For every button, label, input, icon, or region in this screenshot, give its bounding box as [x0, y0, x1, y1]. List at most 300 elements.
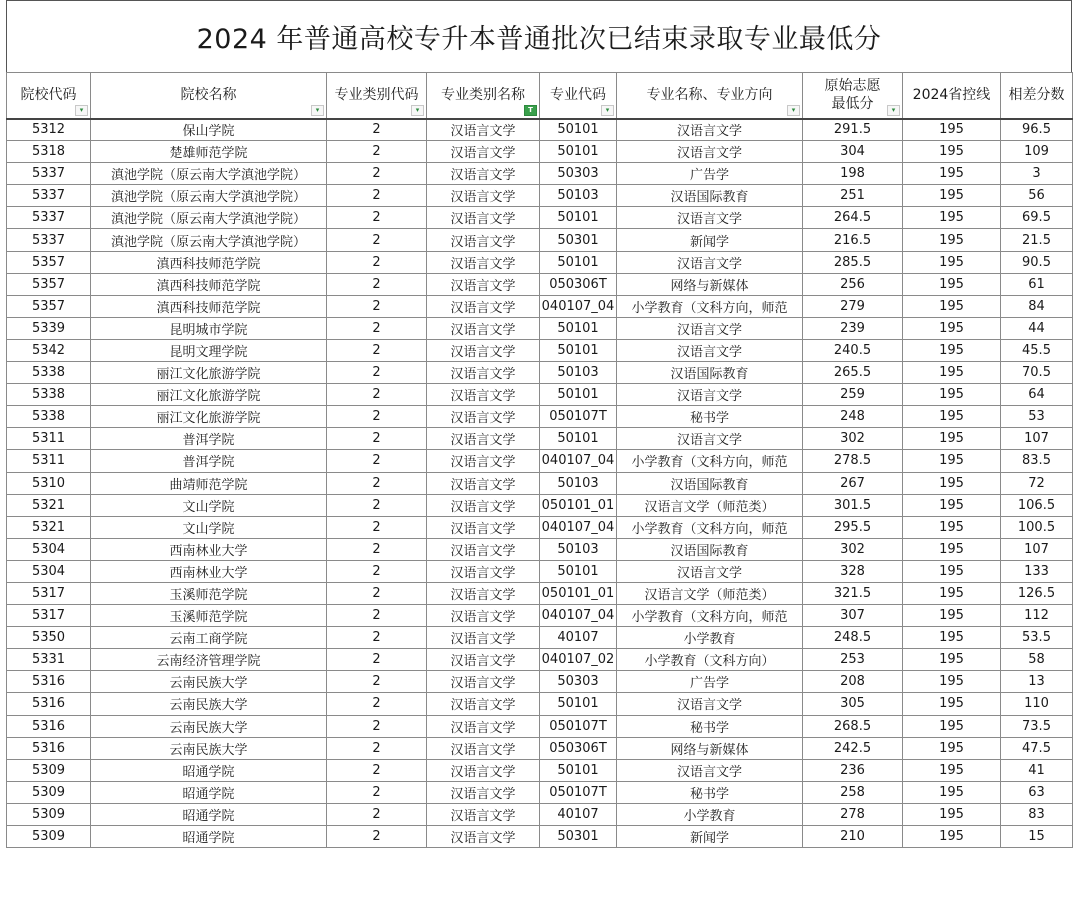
table-cell[interactable]: 321.5	[803, 582, 903, 604]
table-cell[interactable]: 96.5	[1001, 119, 1073, 141]
table-cell[interactable]: 5337	[7, 207, 91, 229]
table-cell[interactable]: 72	[1001, 472, 1073, 494]
table-cell[interactable]: 昭通学院	[91, 781, 327, 803]
table-cell[interactable]: 曲靖师范学院	[91, 472, 327, 494]
table-cell[interactable]: 滇池学院（原云南大学滇池学院）	[91, 229, 327, 251]
table-cell[interactable]: 110	[1001, 693, 1073, 715]
table-cell[interactable]: 195	[903, 649, 1001, 671]
table-cell[interactable]: 58	[1001, 649, 1073, 671]
table-cell[interactable]: 汉语言文学	[617, 428, 803, 450]
table-cell[interactable]: 040107_04	[540, 605, 617, 627]
table-cell[interactable]: 2	[327, 317, 427, 339]
table-cell[interactable]: 195	[903, 605, 1001, 627]
column-header-3[interactable]	[327, 73, 427, 119]
table-cell[interactable]: 5318	[7, 141, 91, 163]
table-cell[interactable]: 195	[903, 715, 1001, 737]
table-cell[interactable]: 汉语言文学	[427, 781, 540, 803]
table-cell[interactable]: 汉语国际教育	[617, 472, 803, 494]
table-cell[interactable]: 2	[327, 273, 427, 295]
table-cell[interactable]: 保山学院	[91, 119, 327, 141]
table-cell[interactable]: 汉语言文学	[427, 516, 540, 538]
table-cell[interactable]: 253	[803, 649, 903, 671]
table-cell[interactable]: 2	[327, 759, 427, 781]
table-cell[interactable]: 汉语言文学	[617, 207, 803, 229]
table-cell[interactable]: 秘书学	[617, 715, 803, 737]
table-cell[interactable]: 2	[327, 582, 427, 604]
table-cell[interactable]: 2	[327, 406, 427, 428]
filter-dropdown-icon[interactable]: ▾	[887, 105, 900, 116]
table-cell[interactable]: 汉语言文学	[427, 384, 540, 406]
table-cell[interactable]: 195	[903, 141, 1001, 163]
table-cell[interactable]: 2	[327, 671, 427, 693]
table-cell[interactable]: 64	[1001, 384, 1073, 406]
table-cell[interactable]: 2	[327, 627, 427, 649]
table-cell[interactable]: 2	[327, 119, 427, 141]
table-cell[interactable]: 汉语言文学	[427, 428, 540, 450]
table-cell[interactable]: 汉语言文学	[427, 251, 540, 273]
table-cell[interactable]: 2	[327, 715, 427, 737]
table-cell[interactable]: 5312	[7, 119, 91, 141]
table-cell[interactable]: 小学教育（文科方向，师范	[617, 450, 803, 472]
table-cell[interactable]: 50101	[540, 339, 617, 361]
table-cell[interactable]: 106.5	[1001, 494, 1073, 516]
table-cell[interactable]: 50101	[540, 119, 617, 141]
table-cell[interactable]: 195	[903, 119, 1001, 141]
table-cell[interactable]: 195	[903, 627, 1001, 649]
table-cell[interactable]: 5337	[7, 185, 91, 207]
table-cell[interactable]: 53.5	[1001, 627, 1073, 649]
table-cell[interactable]: 5338	[7, 406, 91, 428]
table-cell[interactable]: 5339	[7, 317, 91, 339]
table-cell[interactable]: 304	[803, 141, 903, 163]
table-cell[interactable]: 195	[903, 295, 1001, 317]
table-cell[interactable]: 小学教育（文科方向，师范	[617, 516, 803, 538]
table-cell[interactable]: 新闻学	[617, 229, 803, 251]
table-cell[interactable]: 小学教育	[617, 627, 803, 649]
table-cell[interactable]: 195	[903, 560, 1001, 582]
table-cell[interactable]: 2	[327, 428, 427, 450]
table-cell[interactable]: 小学教育（文科方向）	[617, 649, 803, 671]
table-cell[interactable]: 2	[327, 339, 427, 361]
table-cell[interactable]: 50103	[540, 185, 617, 207]
table-cell[interactable]: 汉语国际教育	[617, 185, 803, 207]
table-cell[interactable]: 汉语言文学	[427, 273, 540, 295]
table-cell[interactable]: 195	[903, 671, 1001, 693]
table-cell[interactable]: 5337	[7, 229, 91, 251]
table-cell[interactable]: 83	[1001, 803, 1073, 825]
table-cell[interactable]: 5357	[7, 295, 91, 317]
table-cell[interactable]: 195	[903, 693, 1001, 715]
table-cell[interactable]: 玉溪师范学院	[91, 582, 327, 604]
table-cell[interactable]: 西南林业大学	[91, 560, 327, 582]
table-cell[interactable]: 216.5	[803, 229, 903, 251]
table-cell[interactable]: 汉语言文学	[617, 317, 803, 339]
table-cell[interactable]: 195	[903, 317, 1001, 339]
table-cell[interactable]: 265.5	[803, 362, 903, 384]
table-cell[interactable]: 13	[1001, 671, 1073, 693]
table-cell[interactable]: 195	[903, 538, 1001, 560]
table-cell[interactable]: 195	[903, 384, 1001, 406]
table-cell[interactable]: 广告学	[617, 163, 803, 185]
table-cell[interactable]: 云南民族大学	[91, 693, 327, 715]
table-cell[interactable]: 198	[803, 163, 903, 185]
table-cell[interactable]: 040107_04	[540, 295, 617, 317]
table-cell[interactable]: 050101_01	[540, 582, 617, 604]
table-cell[interactable]: 50101	[540, 759, 617, 781]
table-cell[interactable]: 195	[903, 428, 1001, 450]
table-cell[interactable]: 5311	[7, 428, 91, 450]
table-cell[interactable]: 84	[1001, 295, 1073, 317]
table-cell[interactable]: 50103	[540, 472, 617, 494]
table-cell[interactable]: 云南民族大学	[91, 715, 327, 737]
table-cell[interactable]: 5304	[7, 538, 91, 560]
table-cell[interactable]: 文山学院	[91, 494, 327, 516]
table-cell[interactable]: 258	[803, 781, 903, 803]
table-cell[interactable]: 278.5	[803, 450, 903, 472]
filter-dropdown-icon[interactable]: ▾	[601, 105, 614, 116]
table-cell[interactable]: 2	[327, 516, 427, 538]
table-cell[interactable]: 5338	[7, 362, 91, 384]
table-cell[interactable]: 5357	[7, 251, 91, 273]
table-cell[interactable]: 195	[903, 781, 1001, 803]
table-cell[interactable]: 256	[803, 273, 903, 295]
table-cell[interactable]: 50101	[540, 560, 617, 582]
table-cell[interactable]: 2	[327, 163, 427, 185]
table-cell[interactable]: 195	[903, 339, 1001, 361]
table-cell[interactable]: 5357	[7, 273, 91, 295]
table-cell[interactable]: 5309	[7, 803, 91, 825]
table-cell[interactable]: 195	[903, 737, 1001, 759]
table-cell[interactable]: 5309	[7, 759, 91, 781]
table-cell[interactable]: 2	[327, 185, 427, 207]
table-cell[interactable]: 050107T	[540, 406, 617, 428]
table-cell[interactable]: 50303	[540, 671, 617, 693]
table-cell[interactable]: 2	[327, 450, 427, 472]
table-cell[interactable]: 小学教育（文科方向，师范	[617, 295, 803, 317]
table-cell[interactable]: 050306T	[540, 737, 617, 759]
table-cell[interactable]: 网络与新媒体	[617, 737, 803, 759]
table-cell[interactable]: 50301	[540, 826, 617, 848]
table-cell[interactable]: 050101_01	[540, 494, 617, 516]
table-cell[interactable]: 248	[803, 406, 903, 428]
table-cell[interactable]: 70.5	[1001, 362, 1073, 384]
table-cell[interactable]: 195	[903, 759, 1001, 781]
table-cell[interactable]: 网络与新媒体	[617, 273, 803, 295]
table-cell[interactable]: 195	[903, 362, 1001, 384]
table-cell[interactable]: 50101	[540, 384, 617, 406]
table-cell[interactable]: 汉语言文学	[427, 649, 540, 671]
column-header-9[interactable]	[1001, 73, 1073, 119]
table-cell[interactable]: 90.5	[1001, 251, 1073, 273]
table-cell[interactable]: 昭通学院	[91, 803, 327, 825]
table-cell[interactable]: 50101	[540, 207, 617, 229]
table-cell[interactable]: 玉溪师范学院	[91, 605, 327, 627]
column-header-6[interactable]	[617, 73, 803, 119]
table-cell[interactable]: 15	[1001, 826, 1073, 848]
table-cell[interactable]: 秘书学	[617, 406, 803, 428]
table-cell[interactable]: 楚雄师范学院	[91, 141, 327, 163]
table-cell[interactable]: 107	[1001, 538, 1073, 560]
table-cell[interactable]: 050107T	[540, 781, 617, 803]
table-cell[interactable]: 文山学院	[91, 516, 327, 538]
table-cell[interactable]: 2	[327, 826, 427, 848]
table-cell[interactable]: 195	[903, 251, 1001, 273]
table-cell[interactable]: 195	[903, 207, 1001, 229]
table-cell[interactable]: 240.5	[803, 339, 903, 361]
table-cell[interactable]: 305	[803, 693, 903, 715]
table-cell[interactable]: 63	[1001, 781, 1073, 803]
table-cell[interactable]: 195	[903, 494, 1001, 516]
table-cell[interactable]: 5316	[7, 715, 91, 737]
table-cell[interactable]: 208	[803, 671, 903, 693]
table-cell[interactable]: 滇西科技师范学院	[91, 273, 327, 295]
table-cell[interactable]: 2	[327, 384, 427, 406]
table-cell[interactable]: 汉语言文学	[427, 627, 540, 649]
table-cell[interactable]: 50103	[540, 362, 617, 384]
table-cell[interactable]: 50103	[540, 538, 617, 560]
table-cell[interactable]: 242.5	[803, 737, 903, 759]
table-cell[interactable]: 2	[327, 207, 427, 229]
table-cell[interactable]: 2	[327, 362, 427, 384]
table-cell[interactable]: 291.5	[803, 119, 903, 141]
table-cell[interactable]: 50303	[540, 163, 617, 185]
filter-dropdown-icon[interactable]: ▾	[411, 105, 424, 116]
table-cell[interactable]: 普洱学院	[91, 450, 327, 472]
table-cell[interactable]: 301.5	[803, 494, 903, 516]
table-cell[interactable]: 50101	[540, 251, 617, 273]
table-cell[interactable]: 41	[1001, 759, 1073, 781]
table-cell[interactable]: 50301	[540, 229, 617, 251]
table-cell[interactable]: 328	[803, 560, 903, 582]
table-cell[interactable]: 云南民族大学	[91, 671, 327, 693]
table-cell[interactable]: 小学教育（文科方向，师范	[617, 605, 803, 627]
table-cell[interactable]: 44	[1001, 317, 1073, 339]
table-cell[interactable]: 248.5	[803, 627, 903, 649]
table-cell[interactable]: 239	[803, 317, 903, 339]
table-cell[interactable]: 5337	[7, 163, 91, 185]
table-cell[interactable]: 汉语言文学	[427, 693, 540, 715]
table-cell[interactable]: 5309	[7, 826, 91, 848]
table-cell[interactable]: 汉语言文学	[427, 538, 540, 560]
table-cell[interactable]: 5321	[7, 494, 91, 516]
table-cell[interactable]: 汉语言文学	[427, 163, 540, 185]
table-cell[interactable]: 050306T	[540, 273, 617, 295]
table-cell[interactable]: 汉语国际教育	[617, 538, 803, 560]
table-cell[interactable]: 5309	[7, 781, 91, 803]
table-cell[interactable]: 汉语言文学	[427, 185, 540, 207]
table-cell[interactable]: 50101	[540, 428, 617, 450]
table-cell[interactable]: 汉语言文学	[617, 119, 803, 141]
table-cell[interactable]: 5304	[7, 560, 91, 582]
table-cell[interactable]: 268.5	[803, 715, 903, 737]
table-cell[interactable]: 汉语言文学	[427, 759, 540, 781]
table-cell[interactable]: 126.5	[1001, 582, 1073, 604]
table-cell[interactable]: 西南林业大学	[91, 538, 327, 560]
filter-dropdown-icon[interactable]: ▾	[75, 105, 88, 116]
table-cell[interactable]: 5350	[7, 627, 91, 649]
table-cell[interactable]: 195	[903, 273, 1001, 295]
table-cell[interactable]: 汉语言文学	[427, 582, 540, 604]
table-cell[interactable]: 2	[327, 472, 427, 494]
table-cell[interactable]: 112	[1001, 605, 1073, 627]
table-cell[interactable]: 5316	[7, 737, 91, 759]
table-cell[interactable]: 汉语言文学	[617, 384, 803, 406]
column-header-7[interactable]	[803, 73, 903, 119]
table-cell[interactable]: 040107_04	[540, 450, 617, 472]
table-cell[interactable]: 昭通学院	[91, 826, 327, 848]
filter-active-icon[interactable]: T	[524, 105, 537, 116]
table-cell[interactable]: 279	[803, 295, 903, 317]
filter-dropdown-icon[interactable]: ▾	[311, 105, 324, 116]
table-cell[interactable]: 278	[803, 803, 903, 825]
table-cell[interactable]: 195	[903, 803, 1001, 825]
table-cell[interactable]: 2	[327, 538, 427, 560]
table-cell[interactable]: 汉语言文学	[427, 826, 540, 848]
table-cell[interactable]: 汉语言文学	[427, 295, 540, 317]
table-cell[interactable]: 50101	[540, 317, 617, 339]
table-cell[interactable]: 汉语言文学	[617, 251, 803, 273]
table-cell[interactable]: 5342	[7, 339, 91, 361]
column-header-1[interactable]	[7, 73, 91, 119]
table-cell[interactable]: 83.5	[1001, 450, 1073, 472]
table-cell[interactable]: 5311	[7, 450, 91, 472]
column-header-2[interactable]	[91, 73, 327, 119]
table-cell[interactable]: 5321	[7, 516, 91, 538]
table-cell[interactable]: 040107_04	[540, 516, 617, 538]
table-cell[interactable]: 2	[327, 781, 427, 803]
table-cell[interactable]: 5310	[7, 472, 91, 494]
column-header-4[interactable]	[427, 73, 540, 119]
filter-dropdown-icon[interactable]: ▾	[787, 105, 800, 116]
table-cell[interactable]: 195	[903, 185, 1001, 207]
table-cell[interactable]: 5316	[7, 671, 91, 693]
table-cell[interactable]: 云南经济管理学院	[91, 649, 327, 671]
table-cell[interactable]: 73.5	[1001, 715, 1073, 737]
table-cell[interactable]: 新闻学	[617, 826, 803, 848]
table-cell[interactable]: 汉语国际教育	[617, 362, 803, 384]
table-cell[interactable]: 丽江文化旅游学院	[91, 384, 327, 406]
table-cell[interactable]: 210	[803, 826, 903, 848]
table-cell[interactable]: 107	[1001, 428, 1073, 450]
table-cell[interactable]: 汉语言文学	[427, 229, 540, 251]
table-cell[interactable]: 5317	[7, 605, 91, 627]
table-cell[interactable]: 汉语言文学（师范类）	[617, 582, 803, 604]
table-cell[interactable]: 汉语言文学	[427, 141, 540, 163]
table-cell[interactable]: 丽江文化旅游学院	[91, 362, 327, 384]
table-cell[interactable]: 汉语言文学	[617, 759, 803, 781]
table-cell[interactable]: 251	[803, 185, 903, 207]
table-cell[interactable]: 285.5	[803, 251, 903, 273]
table-cell[interactable]: 云南民族大学	[91, 737, 327, 759]
table-cell[interactable]: 21.5	[1001, 229, 1073, 251]
table-cell[interactable]: 133	[1001, 560, 1073, 582]
table-cell[interactable]: 295.5	[803, 516, 903, 538]
table-cell[interactable]: 259	[803, 384, 903, 406]
table-cell[interactable]: 5338	[7, 384, 91, 406]
table-cell[interactable]: 61	[1001, 273, 1073, 295]
table-cell[interactable]: 2	[327, 649, 427, 671]
table-cell[interactable]: 195	[903, 472, 1001, 494]
table-cell[interactable]: 50101	[540, 141, 617, 163]
table-cell[interactable]: 302	[803, 428, 903, 450]
table-cell[interactable]: 195	[903, 516, 1001, 538]
table-cell[interactable]: 广告学	[617, 671, 803, 693]
table-cell[interactable]: 丽江文化旅游学院	[91, 406, 327, 428]
table-cell[interactable]: 昆明文理学院	[91, 339, 327, 361]
table-cell[interactable]: 秘书学	[617, 781, 803, 803]
table-cell[interactable]: 264.5	[803, 207, 903, 229]
table-cell[interactable]: 40107	[540, 803, 617, 825]
table-cell[interactable]: 195	[903, 229, 1001, 251]
table-cell[interactable]: 3	[1001, 163, 1073, 185]
table-cell[interactable]: 汉语言文学	[617, 560, 803, 582]
table-cell[interactable]: 5316	[7, 693, 91, 715]
table-cell[interactable]: 2	[327, 494, 427, 516]
table-cell[interactable]: 50101	[540, 693, 617, 715]
table-cell[interactable]: 汉语言文学	[427, 715, 540, 737]
table-cell[interactable]: 2	[327, 141, 427, 163]
table-cell[interactable]: 195	[903, 450, 1001, 472]
table-cell[interactable]: 普洱学院	[91, 428, 327, 450]
table-cell[interactable]: 汉语言文学	[427, 494, 540, 516]
table-cell[interactable]: 汉语言文学	[617, 693, 803, 715]
table-cell[interactable]: 109	[1001, 141, 1073, 163]
table-cell[interactable]: 5331	[7, 649, 91, 671]
table-cell[interactable]: 302	[803, 538, 903, 560]
table-cell[interactable]: 2	[327, 560, 427, 582]
table-cell[interactable]: 53	[1001, 406, 1073, 428]
table-cell[interactable]: 滇池学院（原云南大学滇池学院）	[91, 185, 327, 207]
table-cell[interactable]: 汉语言文学	[427, 406, 540, 428]
table-cell[interactable]: 汉语言文学（师范类）	[617, 494, 803, 516]
table-cell[interactable]: 195	[903, 582, 1001, 604]
table-cell[interactable]: 汉语言文学	[427, 317, 540, 339]
table-cell[interactable]: 云南工商学院	[91, 627, 327, 649]
table-cell[interactable]: 汉语言文学	[427, 671, 540, 693]
table-cell[interactable]: 195	[903, 406, 1001, 428]
table-cell[interactable]: 汉语言文学	[427, 737, 540, 759]
table-cell[interactable]: 40107	[540, 627, 617, 649]
table-cell[interactable]: 小学教育	[617, 803, 803, 825]
table-cell[interactable]: 汉语言文学	[427, 119, 540, 141]
table-cell[interactable]: 2	[327, 251, 427, 273]
table-cell[interactable]: 45.5	[1001, 339, 1073, 361]
table-cell[interactable]: 195	[903, 826, 1001, 848]
column-header-8[interactable]	[903, 73, 1001, 119]
table-cell[interactable]: 5317	[7, 582, 91, 604]
table-cell[interactable]: 汉语言文学	[427, 450, 540, 472]
table-cell[interactable]: 307	[803, 605, 903, 627]
table-cell[interactable]: 2	[327, 693, 427, 715]
table-cell[interactable]: 汉语言文学	[427, 207, 540, 229]
table-cell[interactable]: 滇池学院（原云南大学滇池学院）	[91, 207, 327, 229]
table-cell[interactable]: 050107T	[540, 715, 617, 737]
table-cell[interactable]: 267	[803, 472, 903, 494]
table-cell[interactable]: 2	[327, 229, 427, 251]
table-cell[interactable]: 汉语言文学	[427, 560, 540, 582]
table-cell[interactable]: 汉语言文学	[617, 339, 803, 361]
table-cell[interactable]: 昆明城市学院	[91, 317, 327, 339]
table-cell[interactable]: 195	[903, 163, 1001, 185]
table-cell[interactable]: 236	[803, 759, 903, 781]
table-cell[interactable]: 昭通学院	[91, 759, 327, 781]
table-cell[interactable]: 汉语言文学	[427, 339, 540, 361]
table-cell[interactable]: 69.5	[1001, 207, 1073, 229]
table-cell[interactable]: 滇西科技师范学院	[91, 295, 327, 317]
table-cell[interactable]: 040107_02	[540, 649, 617, 671]
table-cell[interactable]: 汉语言文学	[427, 803, 540, 825]
table-cell[interactable]: 2	[327, 605, 427, 627]
